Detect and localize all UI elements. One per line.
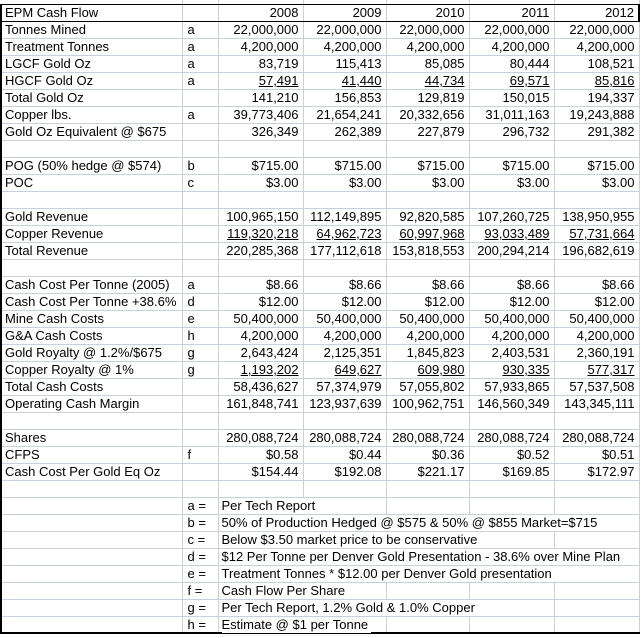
value-cell[interactable]: 194,337 bbox=[554, 89, 639, 106]
note-cell[interactable] bbox=[182, 140, 218, 157]
value-cell[interactable]: 1,193,202 bbox=[218, 361, 303, 378]
value-cell[interactable]: 64,962,723 bbox=[303, 225, 386, 242]
value-cell[interactable] bbox=[554, 480, 639, 497]
row-label[interactable]: Shares bbox=[1, 429, 182, 446]
empty-cell[interactable] bbox=[554, 531, 639, 548]
footnote-text: Per Tech Report, 1.2% Gold & 1.0% Copper bbox=[222, 600, 478, 616]
value-cell[interactable]: 262,389 bbox=[303, 123, 386, 140]
empty-cell[interactable] bbox=[1, 565, 182, 582]
footnote-text-cell[interactable] bbox=[218, 599, 475, 616]
table-row bbox=[1, 327, 639, 344]
empty-cell[interactable] bbox=[469, 531, 554, 548]
value-cell[interactable]: 85,085 bbox=[386, 55, 469, 72]
note-cell[interactable]: a bbox=[182, 21, 218, 38]
value-cell[interactable]: 227,879 bbox=[386, 123, 469, 140]
value-cell[interactable]: $3.00 bbox=[469, 174, 554, 191]
value-cell[interactable]: 280,088,724 bbox=[218, 429, 303, 446]
note-cell[interactable]: c bbox=[182, 174, 218, 191]
value-cell[interactable]: 22,000,000 bbox=[303, 21, 386, 38]
value-cell[interactable]: 31,011,163 bbox=[469, 106, 554, 123]
value-cell[interactable] bbox=[554, 412, 639, 429]
value-cell[interactable] bbox=[386, 412, 469, 429]
value-cell[interactable]: 220,285,368 bbox=[218, 242, 303, 259]
value-cell[interactable]: 2,403,531 bbox=[469, 344, 554, 361]
value-cell[interactable]: 326,349 bbox=[218, 123, 303, 140]
value-cell[interactable]: 4,200,000 bbox=[386, 327, 469, 344]
value-cell[interactable]: 21,654,241 bbox=[303, 106, 386, 123]
empty-cell[interactable] bbox=[469, 616, 554, 633]
value-cell[interactable]: 57,374,979 bbox=[303, 378, 386, 395]
value-cell[interactable]: $12.00 bbox=[554, 293, 639, 310]
value-cell[interactable]: 4,200,000 bbox=[218, 38, 303, 55]
footnote-text: 50% of Production Hedged @ $575 & 50% @ $855 Market=$715 bbox=[222, 515, 601, 531]
note-cell[interactable]: a bbox=[182, 106, 218, 123]
footnote-key: d = bbox=[182, 548, 218, 565]
value-cell[interactable] bbox=[469, 480, 554, 497]
note-cell[interactable]: a bbox=[182, 55, 218, 72]
value-cell[interactable]: 41,440 bbox=[303, 72, 386, 89]
empty-cell[interactable] bbox=[1, 191, 182, 208]
year-header[interactable]: 2010 bbox=[386, 4, 469, 21]
value-cell[interactable]: 577,317 bbox=[554, 361, 639, 378]
value-cell[interactable]: $0.51 bbox=[554, 446, 639, 463]
value-cell[interactable]: $3.00 bbox=[303, 174, 386, 191]
row-label[interactable]: Copper lbs. bbox=[1, 106, 182, 123]
footnote-key: g = bbox=[182, 599, 218, 616]
empty-cell[interactable] bbox=[386, 582, 469, 599]
value-cell[interactable]: 50,400,000 bbox=[469, 310, 554, 327]
footnote-row bbox=[1, 582, 639, 599]
empty-cell[interactable] bbox=[1, 497, 182, 514]
value-cell[interactable]: $3.00 bbox=[554, 174, 639, 191]
empty-cell[interactable] bbox=[1, 412, 182, 429]
row-label[interactable]: G&A Cash Costs bbox=[1, 327, 182, 344]
value-cell[interactable]: $0.36 bbox=[386, 446, 469, 463]
value-cell[interactable]: 50,400,000 bbox=[386, 310, 469, 327]
table-row bbox=[1, 38, 639, 55]
empty-cell[interactable] bbox=[554, 582, 639, 599]
note-cell[interactable] bbox=[182, 463, 218, 480]
table-row bbox=[1, 463, 639, 480]
note-cell[interactable] bbox=[182, 480, 218, 497]
note-cell[interactable] bbox=[182, 395, 218, 412]
value-cell[interactable]: 22,000,000 bbox=[469, 21, 554, 38]
table-row bbox=[1, 429, 639, 446]
row-label[interactable]: CFPS bbox=[1, 446, 182, 463]
note-cell[interactable]: f bbox=[182, 446, 218, 463]
table-row bbox=[1, 174, 639, 191]
footnote-key: e = bbox=[182, 565, 218, 582]
value-cell[interactable]: 39,773,406 bbox=[218, 106, 303, 123]
note-cell[interactable]: a bbox=[182, 72, 218, 89]
value-cell[interactable]: 123,937,639 bbox=[303, 395, 386, 412]
value-cell[interactable]: 44,734 bbox=[386, 72, 469, 89]
value-cell[interactable] bbox=[218, 480, 303, 497]
table-row bbox=[1, 276, 639, 293]
value-cell[interactable] bbox=[303, 480, 386, 497]
value-cell[interactable]: 92,820,585 bbox=[386, 208, 469, 225]
note-cell[interactable]: h bbox=[182, 327, 218, 344]
table-row bbox=[1, 72, 639, 89]
value-cell[interactable] bbox=[303, 412, 386, 429]
note-cell[interactable] bbox=[182, 123, 218, 140]
value-cell[interactable] bbox=[218, 140, 303, 157]
value-cell[interactable]: 161,848,741 bbox=[218, 395, 303, 412]
value-cell[interactable]: $715.00 bbox=[303, 157, 386, 174]
value-cell[interactable]: 930,335 bbox=[469, 361, 554, 378]
footnote-row bbox=[1, 616, 639, 633]
value-cell[interactable]: $12.00 bbox=[386, 293, 469, 310]
note-cell[interactable] bbox=[182, 208, 218, 225]
value-cell[interactable]: 100,965,150 bbox=[218, 208, 303, 225]
row-label[interactable]: Tonnes Mined bbox=[1, 21, 182, 38]
blank-row bbox=[1, 480, 639, 497]
footnote-text-cell[interactable] bbox=[218, 565, 552, 582]
empty-cell[interactable] bbox=[554, 497, 639, 514]
value-cell[interactable]: $0.52 bbox=[469, 446, 554, 463]
footnote-row bbox=[1, 514, 639, 531]
blank-row bbox=[1, 140, 639, 157]
row-label[interactable]: Cash Cost Per Tonne +38.6% bbox=[1, 293, 182, 310]
value-cell[interactable]: 50,400,000 bbox=[303, 310, 386, 327]
year-header[interactable]: 2008 bbox=[218, 4, 303, 21]
value-cell[interactable]: 280,088,724 bbox=[386, 429, 469, 446]
value-cell[interactable]: $8.66 bbox=[554, 276, 639, 293]
value-cell[interactable]: 4,200,000 bbox=[303, 38, 386, 55]
footnote-key: f = bbox=[182, 582, 218, 599]
value-cell[interactable]: 60,997,968 bbox=[386, 225, 469, 242]
value-cell[interactable]: $0.58 bbox=[218, 446, 303, 463]
value-cell[interactable]: $12.00 bbox=[218, 293, 303, 310]
empty-cell[interactable] bbox=[386, 616, 469, 633]
empty-cell[interactable] bbox=[1, 140, 182, 157]
row-label[interactable]: Gold Revenue bbox=[1, 208, 182, 225]
value-cell[interactable]: 143,345,111 bbox=[554, 395, 639, 412]
value-cell[interactable]: 156,853 bbox=[303, 89, 386, 106]
empty-cell[interactable] bbox=[469, 582, 554, 599]
note-cell[interactable] bbox=[182, 412, 218, 429]
table-row bbox=[1, 446, 639, 463]
value-cell[interactable]: $3.00 bbox=[218, 174, 303, 191]
value-cell[interactable] bbox=[303, 191, 386, 208]
value-cell[interactable]: 2,360,191 bbox=[554, 344, 639, 361]
value-cell[interactable]: 57,537,508 bbox=[554, 378, 639, 395]
footnote-key: c = bbox=[182, 531, 218, 548]
value-cell[interactable]: 57,491 bbox=[218, 72, 303, 89]
footnote-text-cell[interactable] bbox=[218, 514, 598, 531]
footnote-text-cell[interactable] bbox=[218, 531, 478, 548]
value-cell[interactable] bbox=[303, 140, 386, 157]
value-cell[interactable]: 100,962,751 bbox=[386, 395, 469, 412]
row-label[interactable]: Cash Cost Per Gold Eq Oz bbox=[1, 463, 182, 480]
value-cell[interactable]: 280,088,724 bbox=[554, 429, 639, 446]
note-cell[interactable] bbox=[182, 259, 218, 276]
empty-cell[interactable] bbox=[1, 480, 182, 497]
row-label[interactable]: Treatment Tonnes bbox=[1, 38, 182, 55]
footnote-row bbox=[1, 548, 639, 565]
empty-cell[interactable] bbox=[469, 599, 554, 616]
blank-row bbox=[1, 412, 639, 429]
value-cell[interactable]: 22,000,000 bbox=[218, 21, 303, 38]
footnote-text: Cash Flow Per Share bbox=[222, 583, 349, 599]
year-header[interactable]: 2011 bbox=[469, 4, 554, 21]
table-row bbox=[1, 208, 639, 225]
value-cell[interactable] bbox=[469, 412, 554, 429]
value-cell[interactable] bbox=[386, 480, 469, 497]
table-row bbox=[1, 310, 639, 327]
table-row bbox=[1, 157, 639, 174]
value-cell[interactable]: 4,200,000 bbox=[554, 38, 639, 55]
value-cell[interactable]: 129,819 bbox=[386, 89, 469, 106]
value-cell[interactable]: $8.66 bbox=[386, 276, 469, 293]
empty-cell[interactable] bbox=[1, 259, 182, 276]
value-cell[interactable]: 1,845,823 bbox=[386, 344, 469, 361]
table-row bbox=[1, 378, 639, 395]
row-label[interactable]: LGCF Gold Oz bbox=[1, 55, 182, 72]
value-cell[interactable]: 58,436,627 bbox=[218, 378, 303, 395]
note-cell[interactable] bbox=[182, 242, 218, 259]
table-row bbox=[1, 89, 639, 106]
empty-cell[interactable] bbox=[554, 616, 639, 633]
value-cell[interactable]: 2,125,351 bbox=[303, 344, 386, 361]
table-row bbox=[1, 21, 639, 38]
value-cell[interactable]: 2,643,424 bbox=[218, 344, 303, 361]
footnote-text: Treatment Tonnes * $12.00 per Denver Gold presentation bbox=[222, 566, 555, 582]
value-cell[interactable] bbox=[554, 259, 639, 276]
table-row bbox=[1, 55, 639, 72]
note-cell[interactable]: g bbox=[182, 361, 218, 378]
empty-cell[interactable] bbox=[1, 514, 182, 531]
value-cell[interactable] bbox=[218, 191, 303, 208]
table-row bbox=[1, 344, 639, 361]
value-cell[interactable]: 141,210 bbox=[218, 89, 303, 106]
note-cell[interactable] bbox=[182, 378, 218, 395]
empty-cell[interactable] bbox=[1, 582, 182, 599]
note-column-header[interactable] bbox=[182, 4, 218, 21]
value-cell[interactable]: 57,055,802 bbox=[386, 378, 469, 395]
note-cell[interactable]: d bbox=[182, 293, 218, 310]
value-cell[interactable]: $3.00 bbox=[386, 174, 469, 191]
footnote-text-cell[interactable] bbox=[218, 582, 346, 599]
value-cell[interactable]: 649,627 bbox=[303, 361, 386, 378]
table-row bbox=[1, 225, 639, 242]
value-cell[interactable]: 4,200,000 bbox=[469, 327, 554, 344]
value-cell[interactable]: 69,571 bbox=[469, 72, 554, 89]
value-cell[interactable]: 196,682,619 bbox=[554, 242, 639, 259]
value-cell[interactable]: $715.00 bbox=[386, 157, 469, 174]
row-label[interactable]: Copper Revenue bbox=[1, 225, 182, 242]
value-cell[interactable]: 22,000,000 bbox=[554, 21, 639, 38]
footnote-text-cell[interactable] bbox=[218, 616, 369, 633]
value-cell[interactable]: 57,731,664 bbox=[554, 225, 639, 242]
note-cell[interactable]: a bbox=[182, 276, 218, 293]
value-cell[interactable]: 107,260,725 bbox=[469, 208, 554, 225]
value-cell[interactable]: $172.97 bbox=[554, 463, 639, 480]
table-row bbox=[1, 395, 639, 412]
table-row bbox=[1, 106, 639, 123]
value-cell[interactable]: 57,933,865 bbox=[469, 378, 554, 395]
value-cell[interactable]: $12.00 bbox=[303, 293, 386, 310]
value-cell[interactable] bbox=[386, 140, 469, 157]
value-cell[interactable] bbox=[386, 259, 469, 276]
table-row bbox=[1, 293, 639, 310]
footnote-row bbox=[1, 599, 639, 616]
value-cell[interactable]: 20,332,656 bbox=[386, 106, 469, 123]
note-cell[interactable]: g bbox=[182, 344, 218, 361]
value-cell[interactable]: 80,444 bbox=[469, 55, 554, 72]
footnote-row bbox=[1, 497, 639, 514]
value-cell[interactable]: $8.66 bbox=[218, 276, 303, 293]
value-cell[interactable]: $12.00 bbox=[469, 293, 554, 310]
value-cell[interactable]: $8.66 bbox=[469, 276, 554, 293]
row-label[interactable]: Mine Cash Costs bbox=[1, 310, 182, 327]
footnote-text-cell[interactable] bbox=[218, 548, 621, 565]
row-label[interactable]: Copper Royalty @ 1% bbox=[1, 361, 182, 378]
value-cell[interactable] bbox=[554, 140, 639, 157]
value-cell[interactable] bbox=[303, 259, 386, 276]
table-row bbox=[1, 361, 639, 378]
row-label[interactable]: Total Gold Oz bbox=[1, 89, 182, 106]
value-cell[interactable]: $154.44 bbox=[218, 463, 303, 480]
blank-row bbox=[1, 259, 639, 276]
empty-cell[interactable] bbox=[1, 599, 182, 616]
year-header[interactable]: 2012 bbox=[554, 4, 639, 21]
value-cell[interactable]: 153,818,553 bbox=[386, 242, 469, 259]
value-cell[interactable]: $8.66 bbox=[303, 276, 386, 293]
value-cell[interactable]: 83,719 bbox=[218, 55, 303, 72]
sheet-title[interactable]: EPM Cash Flow bbox=[1, 4, 182, 21]
value-cell[interactable]: $192.08 bbox=[303, 463, 386, 480]
empty-cell[interactable] bbox=[1, 616, 182, 633]
value-cell[interactable]: 112,149,895 bbox=[303, 208, 386, 225]
value-cell[interactable]: $715.00 bbox=[554, 157, 639, 174]
value-cell[interactable]: $0.44 bbox=[303, 446, 386, 463]
value-cell[interactable]: 50,400,000 bbox=[218, 310, 303, 327]
note-cell[interactable]: e bbox=[182, 310, 218, 327]
value-cell[interactable]: 4,200,000 bbox=[303, 327, 386, 344]
value-cell[interactable]: $715.00 bbox=[469, 157, 554, 174]
footnote-text: Below $3.50 market price to be conservative bbox=[222, 532, 481, 548]
value-cell[interactable]: 4,200,000 bbox=[386, 38, 469, 55]
value-cell[interactable]: 93,033,489 bbox=[469, 225, 554, 242]
value-cell[interactable]: 50,400,000 bbox=[554, 310, 639, 327]
value-cell[interactable]: $221.17 bbox=[386, 463, 469, 480]
year-header[interactable]: 2009 bbox=[303, 4, 386, 21]
value-cell[interactable]: 177,112,618 bbox=[303, 242, 386, 259]
note-cell[interactable] bbox=[182, 429, 218, 446]
value-cell[interactable]: 138,950,955 bbox=[554, 208, 639, 225]
note-cell[interactable]: a bbox=[182, 38, 218, 55]
row-label[interactable]: Operating Cash Margin bbox=[1, 395, 182, 412]
empty-cell[interactable] bbox=[554, 599, 639, 616]
value-cell[interactable]: 85,816 bbox=[554, 72, 639, 89]
value-cell[interactable] bbox=[469, 259, 554, 276]
footnote-key: b = bbox=[182, 514, 218, 531]
value-cell[interactable]: 200,294,214 bbox=[469, 242, 554, 259]
footnote-key: h = bbox=[182, 616, 218, 633]
value-cell[interactable]: 296,732 bbox=[469, 123, 554, 140]
empty-cell[interactable] bbox=[1, 531, 182, 548]
note-cell[interactable] bbox=[182, 89, 218, 106]
value-cell[interactable]: 150,015 bbox=[469, 89, 554, 106]
value-cell[interactable]: 119,320,218 bbox=[218, 225, 303, 242]
blank-row bbox=[1, 191, 639, 208]
value-cell[interactable]: $169.85 bbox=[469, 463, 554, 480]
value-cell[interactable]: 4,200,000 bbox=[469, 38, 554, 55]
row-label[interactable]: Gold Oz Equivalent @ $675 bbox=[1, 123, 182, 140]
footnote-key: a = bbox=[182, 497, 218, 514]
empty-cell[interactable] bbox=[469, 497, 554, 514]
empty-cell[interactable] bbox=[554, 565, 639, 582]
footnote-text: Estimate @ $1 per Tonne bbox=[222, 617, 372, 633]
row-label[interactable]: HGCF Gold Oz bbox=[1, 72, 182, 89]
value-cell[interactable]: 280,088,724 bbox=[303, 429, 386, 446]
value-cell[interactable]: 115,413 bbox=[303, 55, 386, 72]
value-cell[interactable]: 4,200,000 bbox=[554, 327, 639, 344]
empty-cell[interactable] bbox=[1, 548, 182, 565]
header-row bbox=[1, 4, 639, 21]
value-cell[interactable]: 108,521 bbox=[554, 55, 639, 72]
value-cell[interactable]: 4,200,000 bbox=[218, 327, 303, 344]
value-cell[interactable]: $715.00 bbox=[218, 157, 303, 174]
footnote-row bbox=[1, 531, 639, 548]
row-label[interactable]: Gold Royalty @ 1.2%/$675 bbox=[1, 344, 182, 361]
footnote-text-cell[interactable] bbox=[218, 497, 316, 514]
note-cell[interactable] bbox=[182, 225, 218, 242]
value-cell[interactable]: 609,980 bbox=[386, 361, 469, 378]
footnote-text: Per Tech Report bbox=[222, 498, 319, 514]
value-cell[interactable] bbox=[469, 140, 554, 157]
value-cell[interactable]: 280,088,724 bbox=[469, 429, 554, 446]
note-cell[interactable]: b bbox=[182, 157, 218, 174]
value-cell[interactable]: 22,000,000 bbox=[386, 21, 469, 38]
footnote-text: $12 Per Tonne per Denver Gold Presentation - 38.6% over Mine Plan bbox=[222, 549, 624, 565]
value-cell[interactable] bbox=[218, 412, 303, 429]
row-label[interactable]: POC bbox=[1, 174, 182, 191]
value-cell[interactable]: 291,382 bbox=[554, 123, 639, 140]
row-label[interactable]: Total Revenue bbox=[1, 242, 182, 259]
footnote-row bbox=[1, 565, 639, 582]
empty-cell[interactable] bbox=[386, 497, 469, 514]
value-cell[interactable]: 146,560,349 bbox=[469, 395, 554, 412]
value-cell[interactable] bbox=[554, 191, 639, 208]
note-cell[interactable] bbox=[182, 191, 218, 208]
table-row bbox=[1, 123, 639, 140]
value-cell[interactable]: 19,243,888 bbox=[554, 106, 639, 123]
row-label[interactable]: Cash Cost Per Tonne (2005) bbox=[1, 276, 182, 293]
row-label[interactable]: Total Cash Costs bbox=[1, 378, 182, 395]
row-label[interactable]: POG (50% hedge @ $574) bbox=[1, 157, 182, 174]
table-row bbox=[1, 242, 639, 259]
value-cell[interactable] bbox=[218, 259, 303, 276]
value-cell[interactable] bbox=[469, 191, 554, 208]
value-cell[interactable] bbox=[386, 191, 469, 208]
